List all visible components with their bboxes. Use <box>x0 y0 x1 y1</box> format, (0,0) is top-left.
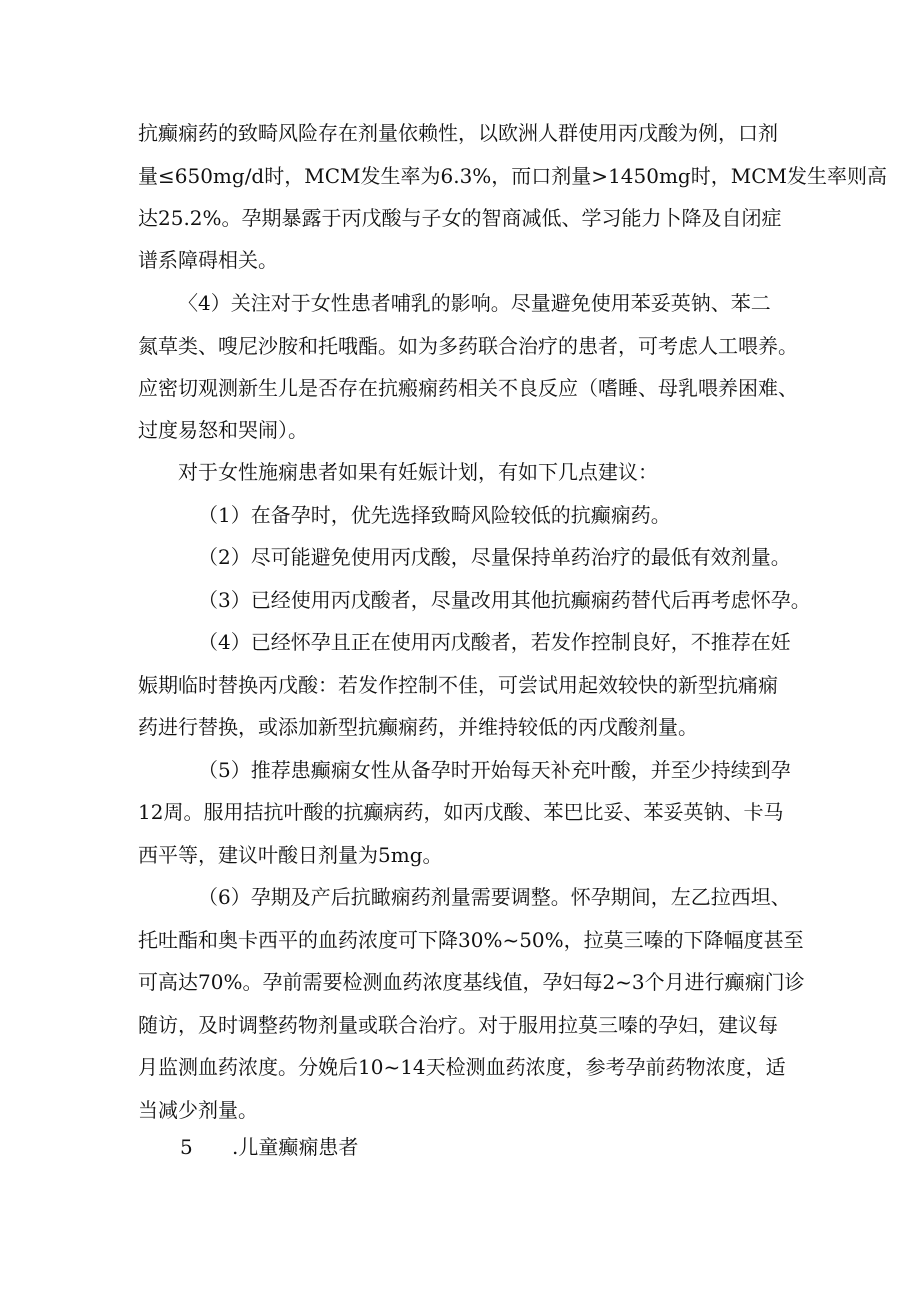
item-6-line-5: 月监测血药浓度。分娩后10~14天检测血药浓度，参考孕前药物浓度，适 <box>138 1055 786 1079</box>
paragraph-1-line-3: 达25.2%。孕期暴露于丙戊酸与子女的智商减低、学习能力卜降及自闭症 <box>138 206 782 230</box>
paragraph-1-line-2: 量≤650mg/d时，MCM发生率为6.3%，而口剂量>1450mg时，MCM发生率则高 <box>138 164 887 188</box>
item-3-line-1: （3）已经使用丙戊酸者，尽量改用其他抗癫痫药替代后再考虑怀孕。 <box>198 588 811 612</box>
paragraph-2-line-4: 过度易怒和哭闹）。 <box>138 418 308 442</box>
item-6-line-3: 可高达70%。孕前需要检测血药浓度基线值，孕妇每2~3个月进行癫痫门诊 <box>138 970 805 994</box>
item-4-line-3: 药进行替换，或添加新型抗癫痫药，并维持较低的丙戊酸剂量。 <box>138 715 698 739</box>
item-4-line-2: 娠期临时替换丙戊酸：若发作控制不佳，可尝试用起效较快的新型抗痛痫 <box>138 673 778 697</box>
section-heading-title: .儿童癫痫患者 <box>232 1135 359 1159</box>
item-1-line-1: （1）在备孕时，优先选择致畸风险较低的抗癫痫药。 <box>198 503 671 527</box>
paragraph-2-line-3: 应密切观测新生儿是否存在抗瘢痫药相关不良反应（嗜睡、母乳喂养困难、 <box>138 376 798 400</box>
item-6-line-6: 当减少剂量。 <box>138 1098 258 1122</box>
item-5-line-2: 12周。服用拮抗叶酸的抗癫病药，如丙戊酸、苯巴比妥、苯妥英钠、卡马 <box>138 800 784 824</box>
paragraph-3-line-1: 对于女性施痫患者如果有妊娠计划，有如下几点建议： <box>178 460 658 484</box>
item-6-line-1: （6）孕期及产后抗瞰痫药剂量需要调整。怀孕期间，左乙拉西坦、 <box>198 885 791 909</box>
paragraph-1-line-1: 抗癫痫药的致畸风险存在剂量依赖性，以欧洲人群使用丙戊酸为例，口剂 <box>138 121 778 145</box>
section-heading-number: 5 <box>180 1135 193 1159</box>
paragraph-2-line-1: 〈4）关注对于女性患者哺乳的影响。尽量避免使用苯妥英钠、苯二 <box>178 291 771 315</box>
item-6-line-4: 随访，及时调整药物剂量或联合治疗。对于服用拉莫三嗪的孕妇，建议每 <box>138 1013 778 1037</box>
item-5-line-1: （5）推荐患癫痫女性从备孕时开始每天补充叶酸，并至少持续到孕 <box>198 758 791 782</box>
item-2-line-1: （2）尽可能避免使用丙戊酸，尽量保持单药治疗的最低有效剂量。 <box>198 545 791 569</box>
item-5-line-3: 西平等，建议叶酸日剂量为5mg。 <box>138 843 443 867</box>
item-6-line-2: 托吐酯和奥卡西平的血药浓度可下降30%~50%，拉莫三嗪的下降幅度甚至 <box>138 928 804 952</box>
paragraph-1-line-4: 谱系障碍相关。 <box>138 248 278 272</box>
paragraph-2-line-2: 氮草类、嗖尼沙胺和托哦酯。如为多药联合治疗的患者，可考虑人工喂养。 <box>138 334 798 358</box>
item-4-line-1: （4）已经怀孕且正在使用丙戊酸者，若发作控制良好，不推荐在妊 <box>198 630 791 654</box>
